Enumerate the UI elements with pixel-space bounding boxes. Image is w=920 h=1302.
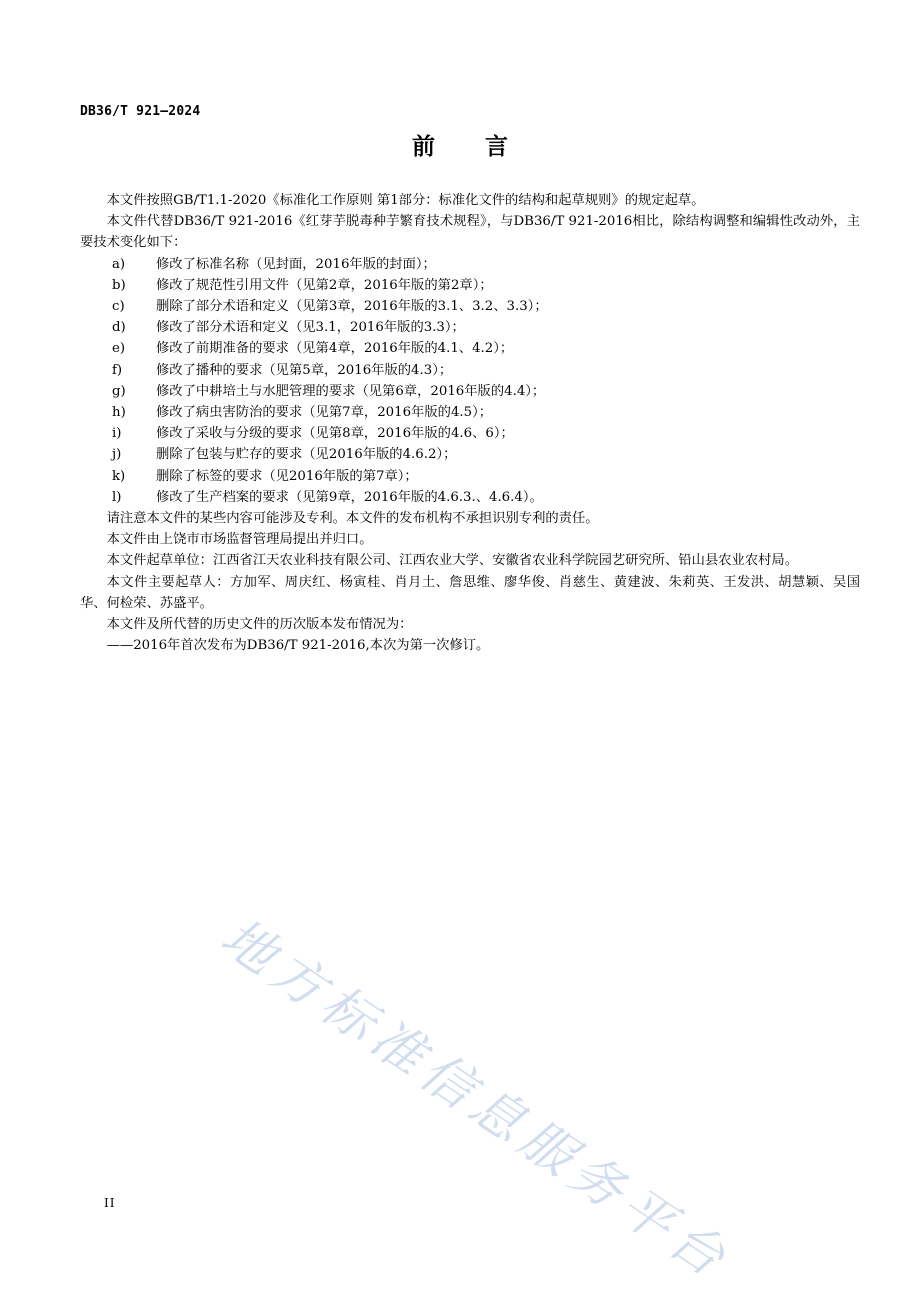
list-marker: k) xyxy=(112,468,126,484)
list-item-text: 修改了部分术语和定义（见3.1，2016年版的3.3）； xyxy=(156,320,465,336)
document-code: DB36/T 921—2024 xyxy=(80,104,201,119)
list-item xyxy=(80,402,860,423)
page-title: 前言 xyxy=(412,134,558,160)
list-item-text: 修改了生产档案的要求（见第9章，2016年版的4.6.3.、4.6.4）。 xyxy=(156,489,543,505)
list-marker: c) xyxy=(112,299,125,315)
list-item-text: 修改了采收与分级的要求（见第8章，2016年版的4.6、6）； xyxy=(156,426,514,442)
list-item xyxy=(80,423,860,444)
list-marker: g) xyxy=(112,383,126,399)
proposer-statement: 本文件由上饶市市场监督管理局提出并归口。 xyxy=(106,532,373,548)
list-marker: l) xyxy=(112,489,122,505)
list-item-text: 修改了病虫害防治的要求（见第7章，2016年版的4.5）； xyxy=(156,405,493,421)
drafting-basis-paragraph: 本文件按照GB/T1.1-2020《标准化工作原则 第1部分：标准化文件的结构和起草规则》的规定起草。 xyxy=(106,193,705,208)
list-item-text: 修改了前期准备的要求（见第4章，2016年版的4.1、4.2）； xyxy=(156,341,514,357)
changes-list xyxy=(80,254,860,508)
list-item xyxy=(80,360,860,381)
history-item: ——2016年首次发布为DB36/T 921-2016,本次为第一次修订。 xyxy=(106,638,490,654)
list-marker: e) xyxy=(112,341,126,357)
list-marker: b) xyxy=(112,277,126,293)
list-item-text: 删除了部分术语和定义（见第3章，2016年版的3.1、3.2、3.3）； xyxy=(156,299,548,315)
list-marker: a) xyxy=(112,256,126,272)
page-number: II xyxy=(104,1196,116,1210)
list-item-text: 修改了规范性引用文件（见第2章，2016年版的第2章）； xyxy=(156,277,493,293)
list-marker: h) xyxy=(112,405,126,421)
history-intro: 本文件及所代替的历史文件的历次版本发布情况为： xyxy=(106,617,413,633)
list-item xyxy=(80,296,860,317)
list-marker: d) xyxy=(112,320,126,336)
list-item-text: 修改了中耕培土与水肥管理的要求（见第6章，2016年版的4.4）； xyxy=(156,383,546,399)
list-item xyxy=(80,381,860,402)
list-item-text: 删除了包装与贮存的要求（见2016年版的4.6.2）； xyxy=(156,447,457,463)
watermark: 地方标准信息服务平台 xyxy=(210,907,742,1293)
replacement-paragraph: 本文件代替DB36/T 921-2016《红芽芋脱毒种芋繁育技术规程》，与DB36/T 921-2016相比，除结构调整和编辑性改动外，主要技术变化如下： xyxy=(80,214,860,251)
list-marker: j) xyxy=(112,447,122,463)
list-item xyxy=(80,317,860,338)
list-item xyxy=(80,444,860,465)
list-item-text: 删除了标签的要求（见2016年版的第7章）； xyxy=(156,468,418,484)
list-item xyxy=(80,275,860,296)
list-marker: i) xyxy=(112,426,122,442)
list-item xyxy=(80,487,860,508)
list-marker: f) xyxy=(112,362,123,378)
main-drafters: 本文件主要起草人：方加军、周庆红、杨寅桂、肖月土、詹思维、廖华俊、肖慈生、黄建波、朱莉英、王发洪、胡慧颖、吴国华、何检荣、苏盛平。 xyxy=(80,574,860,611)
drafting-units: 本文件起草单位：江西省江天农业科技有限公司、江西农业大学、安徽省农业科学院园艺研究所、铅山县农业农村局。 xyxy=(106,553,799,569)
patent-notice: 请注意本文件的某些内容可能涉及专利。本文件的发布机构不承担识别专利的责任。 xyxy=(106,511,599,527)
document-body xyxy=(80,190,860,656)
list-item xyxy=(80,254,860,275)
list-item xyxy=(80,466,860,487)
list-item xyxy=(80,338,860,359)
list-item-text: 修改了播种的要求（见第5章，2016年版的4.3）； xyxy=(156,362,453,378)
list-item-text: 修改了标准名称（见封面，2016年版的封面）； xyxy=(156,256,436,272)
